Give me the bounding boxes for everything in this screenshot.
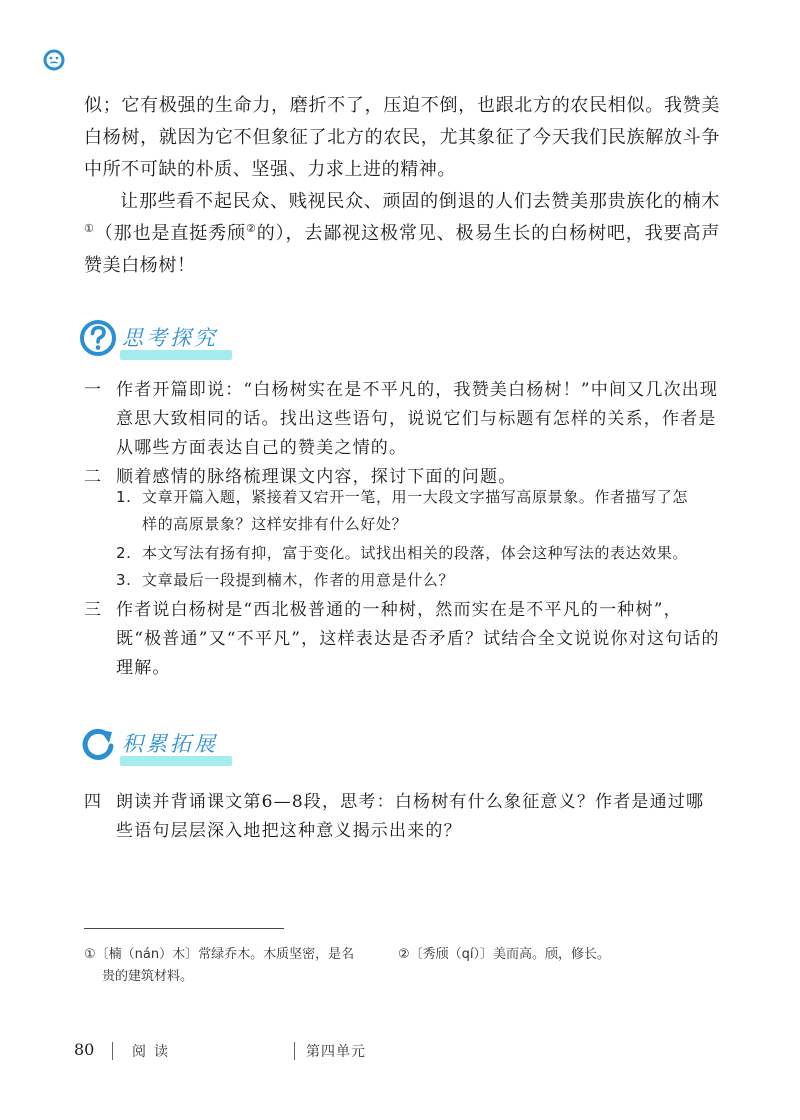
section-title: 积累拓展 xyxy=(122,732,218,756)
subquestion-2 xyxy=(116,540,696,567)
paragraph-text: 让那些看不起民众、贱视民众、顽固的倒退的人们去赞美那贵族化的楠木 xyxy=(120,191,720,212)
body-paragraph-2 xyxy=(84,186,720,282)
question-text: 朗读并背诵课文第6—8段，思考：白杨树有什么象征意义？作者是通过哪些语句层层深入地把这种意义揭示出来的？ xyxy=(116,792,705,841)
footnote-ref-2: ② xyxy=(245,222,257,235)
footer-section: 阅读 xyxy=(132,1044,176,1060)
subquestion-text: 文章开篇入题，紧接着又宕开一笔，用一大段文字描写高原景象。作者描写了怎样的高原景象？这样安排有什么好处？ xyxy=(142,488,689,533)
section-title: 思考探究 xyxy=(122,326,218,350)
subquestion-text: 本文写法有扬有抑，富于变化。试找出相关的段落，体会这种写法的表达效果。 xyxy=(142,544,689,562)
question-1 xyxy=(84,376,720,463)
subquestion-text: 文章最后一段提到楠木，作者的用意是什么？ xyxy=(142,571,455,589)
paragraph-text: 的），去鄙视这极常见、极易生长的白杨树吧，我要高声赞美白杨树！ xyxy=(84,223,720,276)
subquestion-number: 1. xyxy=(116,488,132,506)
subquestion-number: 2. xyxy=(116,544,132,562)
question-3 xyxy=(84,596,720,683)
question-4 xyxy=(84,788,720,846)
question-number: 三 xyxy=(84,600,103,620)
question-number: 一 xyxy=(84,380,103,400)
footer-unit: 第四单元 xyxy=(306,1044,366,1060)
footnote-text: 贵的建筑材料。 xyxy=(102,969,194,984)
footer-divider xyxy=(112,1042,113,1060)
page-number: 80 xyxy=(74,1040,95,1059)
question-text: 作者说白杨树是“西北极普通的一种树，然而实在是不平凡的一种树”，既“极普通”又“不平凡”，这样表达是否矛盾？试结合全文说说你对这句话的理解。 xyxy=(116,600,720,678)
refresh-arrow-icon xyxy=(78,724,118,764)
face-icon xyxy=(42,48,66,72)
body-paragraph-1: 似；它有极强的生命力，磨折不了，压迫不倒，也跟北方的农民相似。我赞美白杨树，就因为它不但象征了北方的农民，尤其象征了今天我们民族解放斗争中所不可缺的朴质、坚强、力求上进的精神。 xyxy=(84,95,720,180)
footnote-ref-1: ① xyxy=(84,222,95,235)
footnote-2: ②〔秀颀（qí）〕美而高。颀，修长。 xyxy=(398,947,611,962)
footnote-divider xyxy=(84,928,284,929)
footer-divider xyxy=(294,1042,295,1060)
footnote-1 xyxy=(84,944,384,988)
subquestion-1 xyxy=(116,484,696,538)
subquestion-number: 3. xyxy=(116,571,132,589)
question-icon xyxy=(78,318,118,358)
paragraph-text: （那也是直挺秀颀 xyxy=(94,223,246,244)
question-number: 二 xyxy=(84,467,103,487)
question-number: 四 xyxy=(84,792,103,812)
footnote-text: ①〔楠（nán）木〕常绿乔木。木质坚密，是名 xyxy=(84,947,355,962)
question-text: 作者开篇即说：“白杨树实在是不平凡的，我赞美白杨树！”中间又几次出现意思大致相同的话。找出这些语句，说说它们与标题有怎样的关系，作者是从哪些方面表达自己的赞美之情的。 xyxy=(116,380,719,458)
question-text: 顺着感情的脉络梳理课文内容，探讨下面的问题。 xyxy=(116,467,517,487)
subquestion-3 xyxy=(116,567,696,594)
